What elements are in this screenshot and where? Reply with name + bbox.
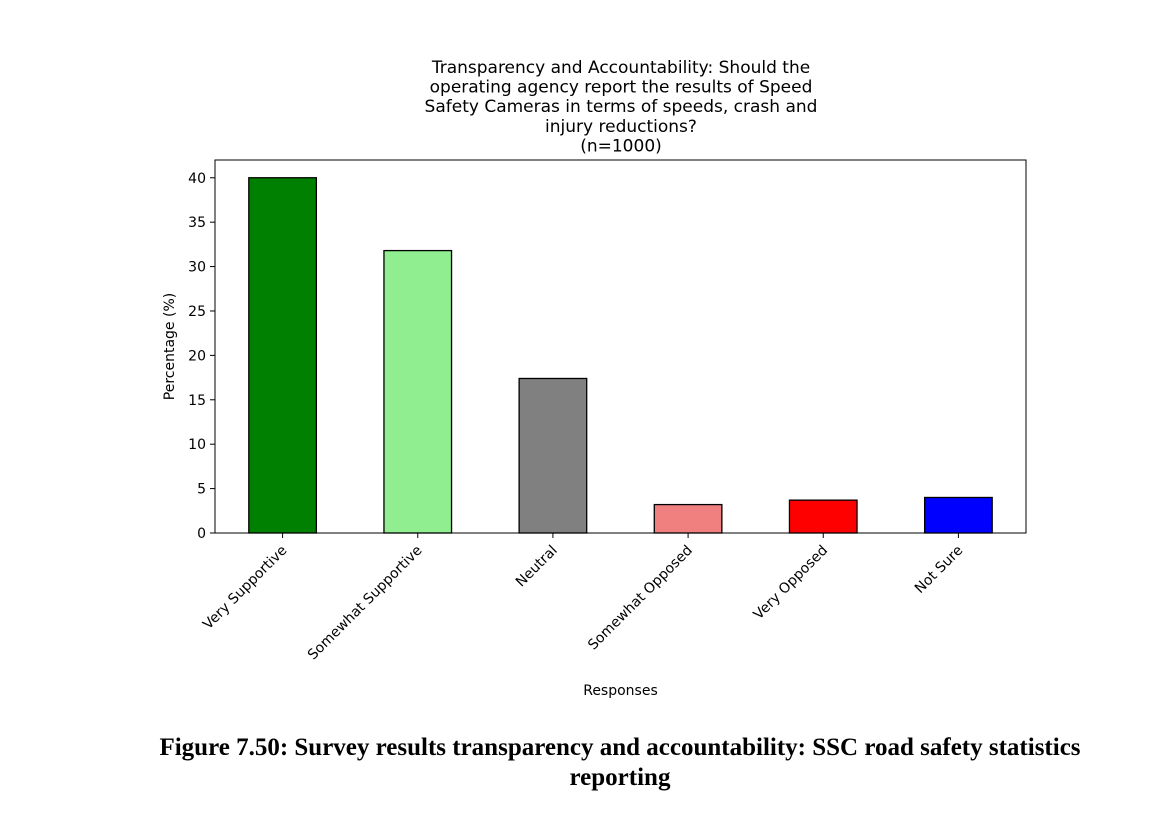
bar [384, 251, 452, 533]
y-tick-label: 15 [188, 392, 206, 409]
y-tick-label: 25 [188, 303, 206, 320]
bar [654, 505, 722, 533]
x-tick-label: Neutral [512, 542, 561, 591]
chart-title [425, 58, 818, 156]
bar [925, 497, 993, 533]
x-tick-label: Very Supportive [200, 542, 291, 633]
chart-title-line: operating agency report the results of Speed [429, 77, 813, 98]
y-axis [188, 171, 215, 542]
x-tick-label: Somewhat Supportive [304, 542, 426, 664]
figure-caption [60, 733, 1162, 793]
y-tick-label: 10 [188, 437, 206, 454]
bar [789, 500, 857, 533]
chart-title-line: Transparency and Accountability: Should the [431, 58, 811, 78]
x-tick-label: Somewhat Opposed [585, 542, 696, 654]
bar [249, 178, 317, 533]
y-tick-label: 30 [188, 259, 206, 276]
x-tick-label: Not Sure [911, 542, 967, 597]
chart-title-line: (n=1000) [580, 136, 662, 157]
chart-title-line: injury reductions? [545, 116, 697, 137]
y-axis-label: Percentage (%) [162, 292, 178, 401]
x-axis [200, 533, 966, 663]
x-tick-label: Very Opposed [750, 542, 832, 623]
y-tick-label: 0 [197, 526, 206, 542]
caption-line-2: reporting [569, 764, 671, 791]
y-tick-label: 40 [188, 170, 206, 187]
y-tick-label: 5 [197, 481, 206, 498]
bar [519, 378, 587, 533]
y-tick-label: 35 [188, 215, 206, 232]
chart-title-line: Safety Cameras in terms of speeds, crash and [424, 97, 818, 118]
plot-frame [215, 160, 1026, 533]
caption-line-1: Figure 7.50: Survey results transparency and accountability: SSC road safety statistics [159, 734, 1081, 761]
bars [249, 178, 992, 533]
x-axis-label: Responses [583, 683, 658, 699]
y-tick-label: 20 [188, 348, 206, 365]
